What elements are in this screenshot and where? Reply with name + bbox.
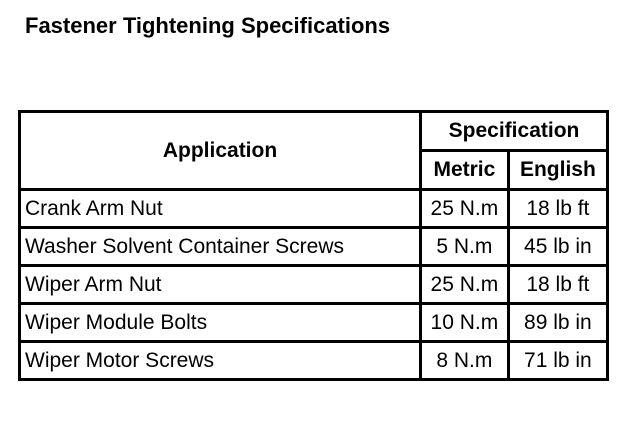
cell-english: 45 lb in [508, 228, 607, 266]
cell-application: Wiper Motor Screws [20, 342, 421, 380]
table-row [20, 266, 608, 304]
fastener-spec-table [18, 110, 609, 381]
cell-application: Washer Solvent Container Screws [20, 228, 421, 266]
cell-english: 89 lb in [508, 304, 607, 342]
cell-metric: 25 N.m [421, 266, 509, 304]
cell-english: 18 lb ft [508, 266, 607, 304]
table-row [20, 342, 608, 380]
document-title: Fastener Tightening Specifications [25, 13, 391, 38]
cell-metric: 8 N.m [421, 342, 509, 380]
table-row [20, 190, 608, 228]
cell-application: Wiper Module Bolts [20, 304, 421, 342]
cell-english: 71 lb in [508, 342, 607, 380]
cell-english: 18 lb ft [508, 190, 607, 228]
cell-application: Wiper Arm Nut [20, 266, 421, 304]
table-row [20, 304, 608, 342]
header-specification: Specification [421, 112, 608, 151]
table-header-row [20, 112, 608, 151]
header-application: Application [20, 112, 421, 190]
header-english: English [508, 151, 607, 190]
cell-metric: 5 N.m [421, 228, 509, 266]
cell-application: Crank Arm Nut [20, 190, 421, 228]
table-row [20, 228, 608, 266]
cell-metric: 25 N.m [421, 190, 509, 228]
header-metric: Metric [421, 151, 509, 190]
cell-metric: 10 N.m [421, 304, 509, 342]
